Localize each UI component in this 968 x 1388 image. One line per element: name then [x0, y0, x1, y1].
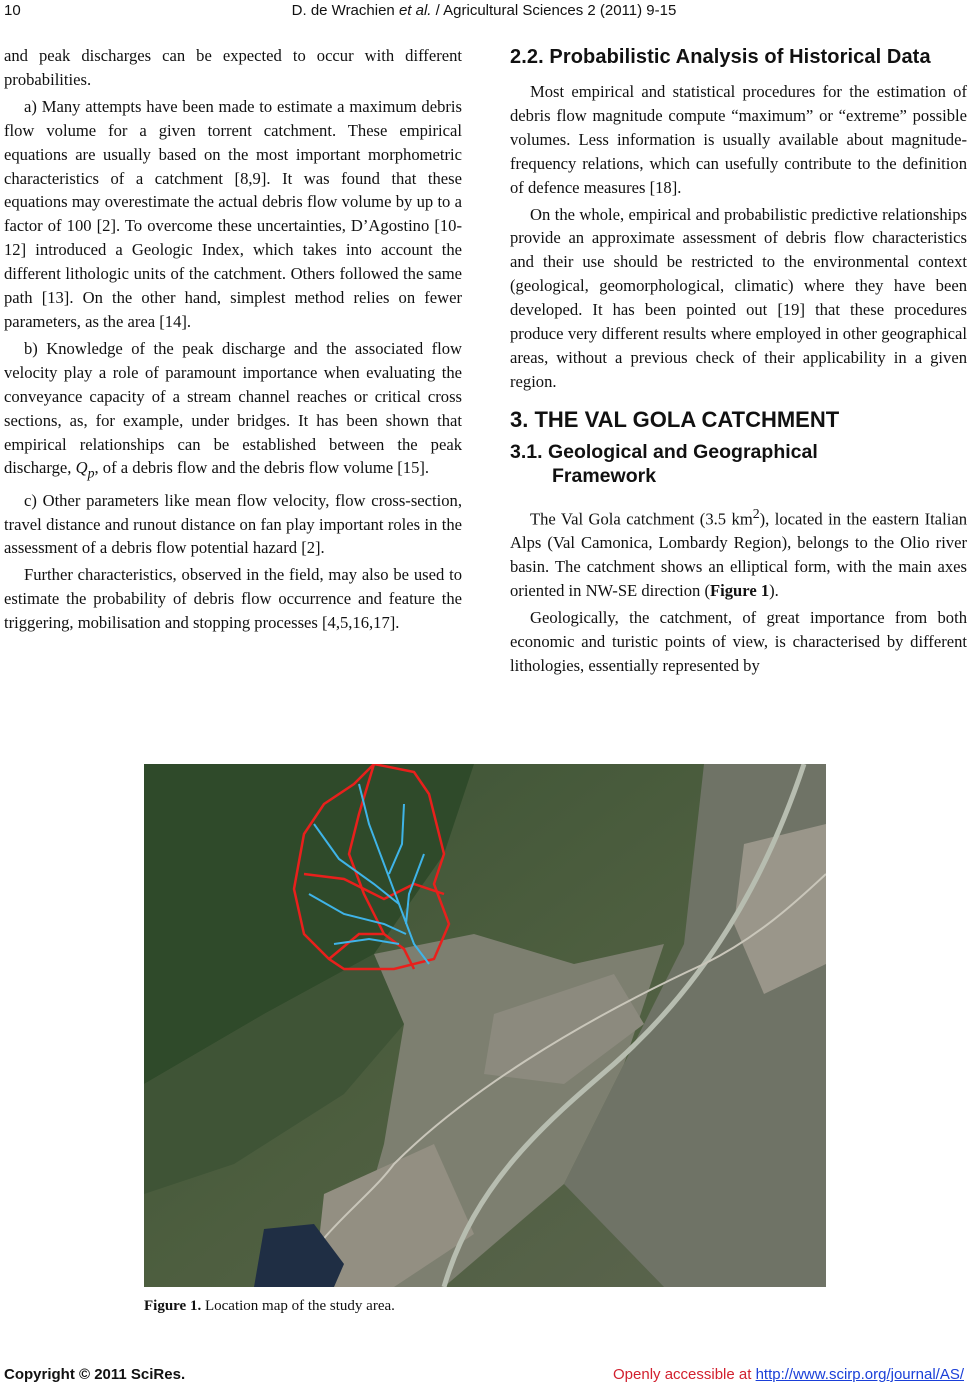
header-etal: et al.	[398, 2, 432, 19]
paragraph: Further characteristics, observed in the field, may also be used to estimate the probability of debris flow occurrence and feature the triggering, mobilisation and stopping processes [4,5,16,17].	[4, 565, 462, 633]
paragraph-text: , of a debris flow and the debris flow volume [15].	[94, 458, 430, 478]
page-number: 10	[4, 2, 21, 19]
figure-caption	[144, 1298, 395, 1315]
section-heading-3-1	[510, 440, 967, 488]
running-title	[0, 2, 968, 19]
section-heading-2-2: 2.2. Probabilistic Analysis of Historical Data	[510, 46, 931, 68]
journal-url-link[interactable]: http://www.scirp.org/journal/AS/	[755, 1366, 964, 1383]
heading-line: 3.1. Geological and Geographical	[510, 440, 818, 463]
right-column	[510, 44, 967, 681]
header-journal: / Agricultural Sciences 2 (2011) 9-15	[431, 2, 677, 19]
caption-text: Location map of the study area.	[201, 1298, 395, 1314]
symbol-q: Q	[75, 458, 88, 478]
paragraph	[510, 502, 967, 603]
left-column	[4, 44, 462, 638]
paragraph: On the whole, empirical and probabilistic predictive relationships provide an approximate assessment of debris flow characteristics and their use should be restricted to the environmental context (geological, geomorphological, climatic) where they have been developed. It has been pointed out [19] that these procedures produce very different results where employed in other geographical areas, without a previous check of their applicability in a given region.	[510, 204, 967, 391]
paragraph-text: b) Knowledge of the peak discharge and the associated flow velocity play a role of paramount importance when evaluating the conveyance capacity of a stream channel reaches or critical cross sections, as, for example, under bridges. It has been shown that empirical relationships can be established between the peak discharge,	[4, 338, 462, 478]
caption-label: Figure 1.	[144, 1298, 202, 1314]
paragraph	[4, 337, 462, 486]
paragraph: c) Other parameters like mean flow velocity, flow cross-section, travel distance and runout distance on fan play important roles in the assessment of a debris flow potential hazard [2].	[4, 490, 462, 558]
paragraph: and peak discharges can be expected to occur with different probabilities.	[4, 46, 462, 89]
paragraph: a) Many attempts have been made to estimate a maximum debris flow volume for a given torrent catchment. These empirical equations are usually based on the most important morphometric characteristics of a catchment [8,9]. It was found that these equations may overestimate the actual debris flow volume by up to a factor of 100 [2]. To overcome these uncertainties, D’Agostino [10-12] introduced a Geologic Index, which takes into account the different lithologic units of the catchment. Others followed the same path [13]. On the other hand, simplest method relies on fewer parameters, as the area [14].	[4, 96, 462, 331]
open-access-notice	[613, 1366, 964, 1383]
symbol-subscript: p	[87, 465, 95, 481]
open-access-text: Openly accessible at	[613, 1366, 756, 1383]
section-heading-3: 3. THE VAL GOLA CATCHMENT	[510, 406, 840, 432]
figure-reference: Figure 1	[710, 581, 770, 601]
running-header	[0, 2, 968, 24]
paragraph-text: ), located in the eastern Italian Alps (Val Camonica, Lombardy Region), belongs to the Olio river basin. The catchment shows an elliptical form, with the main axes oriented in NW-SE direction (	[510, 509, 967, 601]
copyright-notice: Copyright © 2011 SciRes.	[4, 1366, 186, 1383]
paragraph-text: The Val Gola catchment (3.5 km	[530, 509, 753, 529]
paragraph: Geologically, the catchment, of great importance from both economic and turistic points of view, is characterised by different lithologies, essentially represented by	[510, 607, 967, 675]
superscript: 2	[752, 505, 760, 521]
page-footer	[0, 1366, 968, 1386]
header-authors: D. de Wrachien	[291, 2, 399, 19]
aerial-map	[144, 764, 826, 1287]
heading-line: Framework	[552, 464, 657, 487]
paragraph: Most empirical and statistical procedures for the estimation of debris flow magnitude compute “maximum” or “extreme” possible volumes. Less information is usually available about magnitude-frequency relations, which can usefully contribute to the definition of defence measures [18].	[510, 82, 967, 197]
aerial-map-figure	[144, 764, 826, 1287]
paragraph-text: ).	[769, 581, 779, 601]
